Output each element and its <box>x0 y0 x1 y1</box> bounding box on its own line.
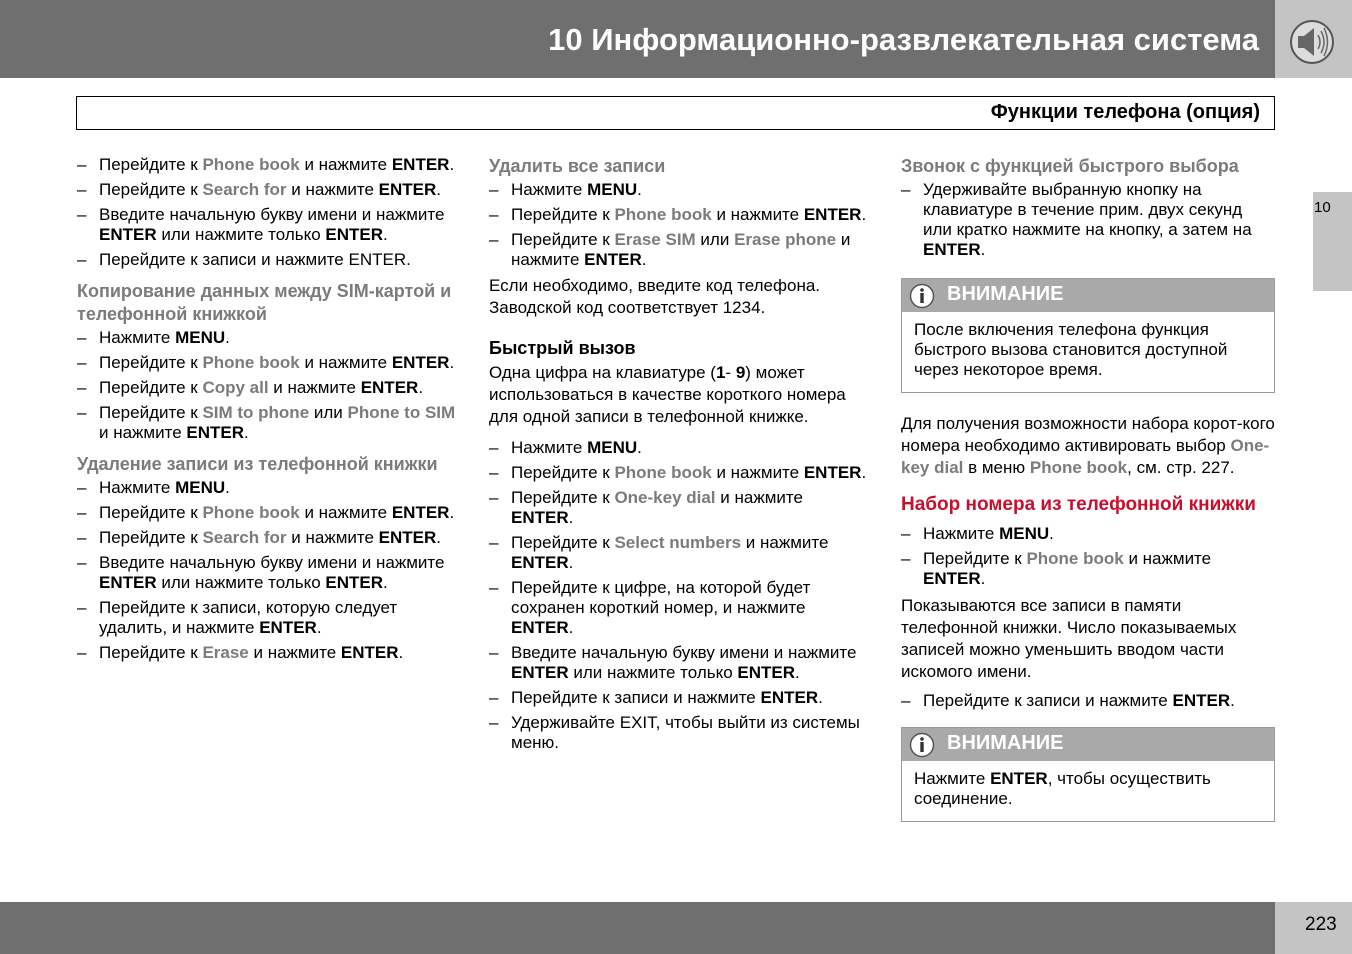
list-item: – Нажмите MENU. <box>77 478 230 497</box>
list-item: – Удерживайте EXIT, чтобы выйти из системы меню. <box>489 713 860 752</box>
list-item: – Перейдите к записи и нажмите ENTER. <box>77 250 411 269</box>
list-item: – Перейдите к Phone book и нажмите ENTER. <box>77 155 455 174</box>
info-icon <box>907 283 937 309</box>
section-title: Функции телефона (опция) <box>990 101 1260 123</box>
notice-title: ВНИМАНИЕ <box>947 283 1064 305</box>
chapter-tab-number: 10 <box>1314 199 1331 216</box>
list-item: – Перейдите к Select numbers и нажмите ENTER. <box>489 533 829 572</box>
footer-bar <box>0 902 1275 954</box>
subheading-delete-all: Удалить все записи <box>489 156 666 176</box>
page-number: 223 <box>1305 914 1337 935</box>
subheading-dial-from-book: Набор номера из телефонной книжки <box>901 494 1256 515</box>
notice-box <box>901 727 1275 822</box>
notice-text: После включения телефона функция быстрого вызова становится доступной через некоторое время. <box>914 320 1228 379</box>
list-item: – Перейдите к Copy all и нажмите ENTER. <box>77 378 424 397</box>
list-item: – Перейдите к One-key dial и нажмите ENTER. <box>489 488 803 527</box>
speaker-icon <box>1288 19 1340 65</box>
subheading-quick-dial: Быстрый вызов <box>489 338 636 358</box>
paragraph-entries-shown: Показываются все записи в памяти телефонной книжки. Число показываемых записей можно уменьшить вводом части искомого имени. <box>901 596 1237 681</box>
list-item: – Перейдите к Phone book и нажмите ENTER. <box>489 205 867 224</box>
paragraph-activate: Для получения возможности набора корот-кого номера необходимо активировать выбор One-key dial в меню Phone book, см. стр. 227. <box>901 414 1275 477</box>
notice-box <box>901 278 1275 393</box>
column-right <box>901 155 1275 842</box>
list-item: – Перейдите к цифре, на которой будет сохранен короткий номер, и нажмите ENTER. <box>489 578 811 637</box>
info-icon <box>907 732 937 758</box>
paragraph-quick-dial: Одна цифра на клавиатуре (1- 9) может использоваться в качестве короткого номера для одной записи в телефонной книжке. <box>489 363 846 426</box>
column-middle <box>489 155 869 758</box>
list-item: – Перейдите к Phone book и нажмите ENTER. <box>489 463 867 482</box>
list-item: – Удерживайте выбранную кнопку на клавиатуре в течение прим. двух секунд или кратко нажмите на кнопку, а затем на ENTER. <box>901 180 1252 259</box>
subheading-copy: Копирование данных между SIM-картой и телефонной книжкой <box>77 281 452 324</box>
list-item: – Введите начальную букву имени и нажмите ENTER или нажмите только ENTER. <box>77 205 445 244</box>
paragraph-code: Если необходимо, введите код телефона. Заводской код соответствует 1234. <box>489 276 821 317</box>
header-bar <box>0 0 1275 78</box>
notice-title: ВНИМАНИЕ <box>947 732 1064 754</box>
list-item: – Перейдите к записи и нажмите ENTER. <box>489 688 823 707</box>
list-item: – Перейдите к Phone book и нажмите ENTER. <box>77 353 455 372</box>
list-item: – Перейдите к записи, которую следует удалить, и нажмите ENTER. <box>77 598 398 637</box>
list-item: – Нажмите MENU. <box>901 524 1054 543</box>
subheading-speed-dial: Звонок с функцией быстрого выбора <box>901 156 1239 176</box>
list-item: – Нажмите MENU. <box>77 328 230 347</box>
list-item: – Перейдите к записи и нажмите ENTER. <box>901 691 1235 710</box>
notice-header <box>902 728 1274 761</box>
list-item: – Перейдите к Phone book и нажмите ENTER. <box>901 549 1212 588</box>
list-item: – Нажмите MENU. <box>489 438 642 457</box>
notice-header <box>902 279 1274 312</box>
list-item: – Введите начальную букву имени и нажмите ENTER или нажмите только ENTER. <box>489 643 857 682</box>
header-icon-box <box>1275 0 1352 78</box>
list-item: – Перейдите к Search for и нажмите ENTER. <box>77 180 442 199</box>
list-item: – Перейдите к Erase и нажмите ENTER. <box>77 643 404 662</box>
chapter-title: 10 Информационно-развлекательная система <box>548 22 1259 57</box>
page-number-box <box>1275 902 1352 954</box>
section-title-box <box>76 96 1275 130</box>
list-item: – Перейдите к Phone book и нажмите ENTER. <box>77 503 455 522</box>
chapter-tab <box>1313 192 1352 291</box>
list-item: – Перейдите к Search for и нажмите ENTER. <box>77 528 442 547</box>
list-item: – Перейдите к Erase SIM или Erase phone и нажмите ENTER. <box>489 230 851 269</box>
list-item: – Перейдите к SIM to phone или Phone to SIM и нажмите ENTER. <box>77 403 456 442</box>
column-left <box>77 155 457 668</box>
list-item: – Нажмите MENU. <box>489 180 642 199</box>
subheading-delete: Удаление записи из телефонной книжки <box>77 454 438 474</box>
list-item: – Введите начальную букву имени и нажмите ENTER или нажмите только ENTER. <box>77 553 445 592</box>
notice-text: Нажмите ENTER, чтобы осуществить соединение. <box>914 769 1211 808</box>
